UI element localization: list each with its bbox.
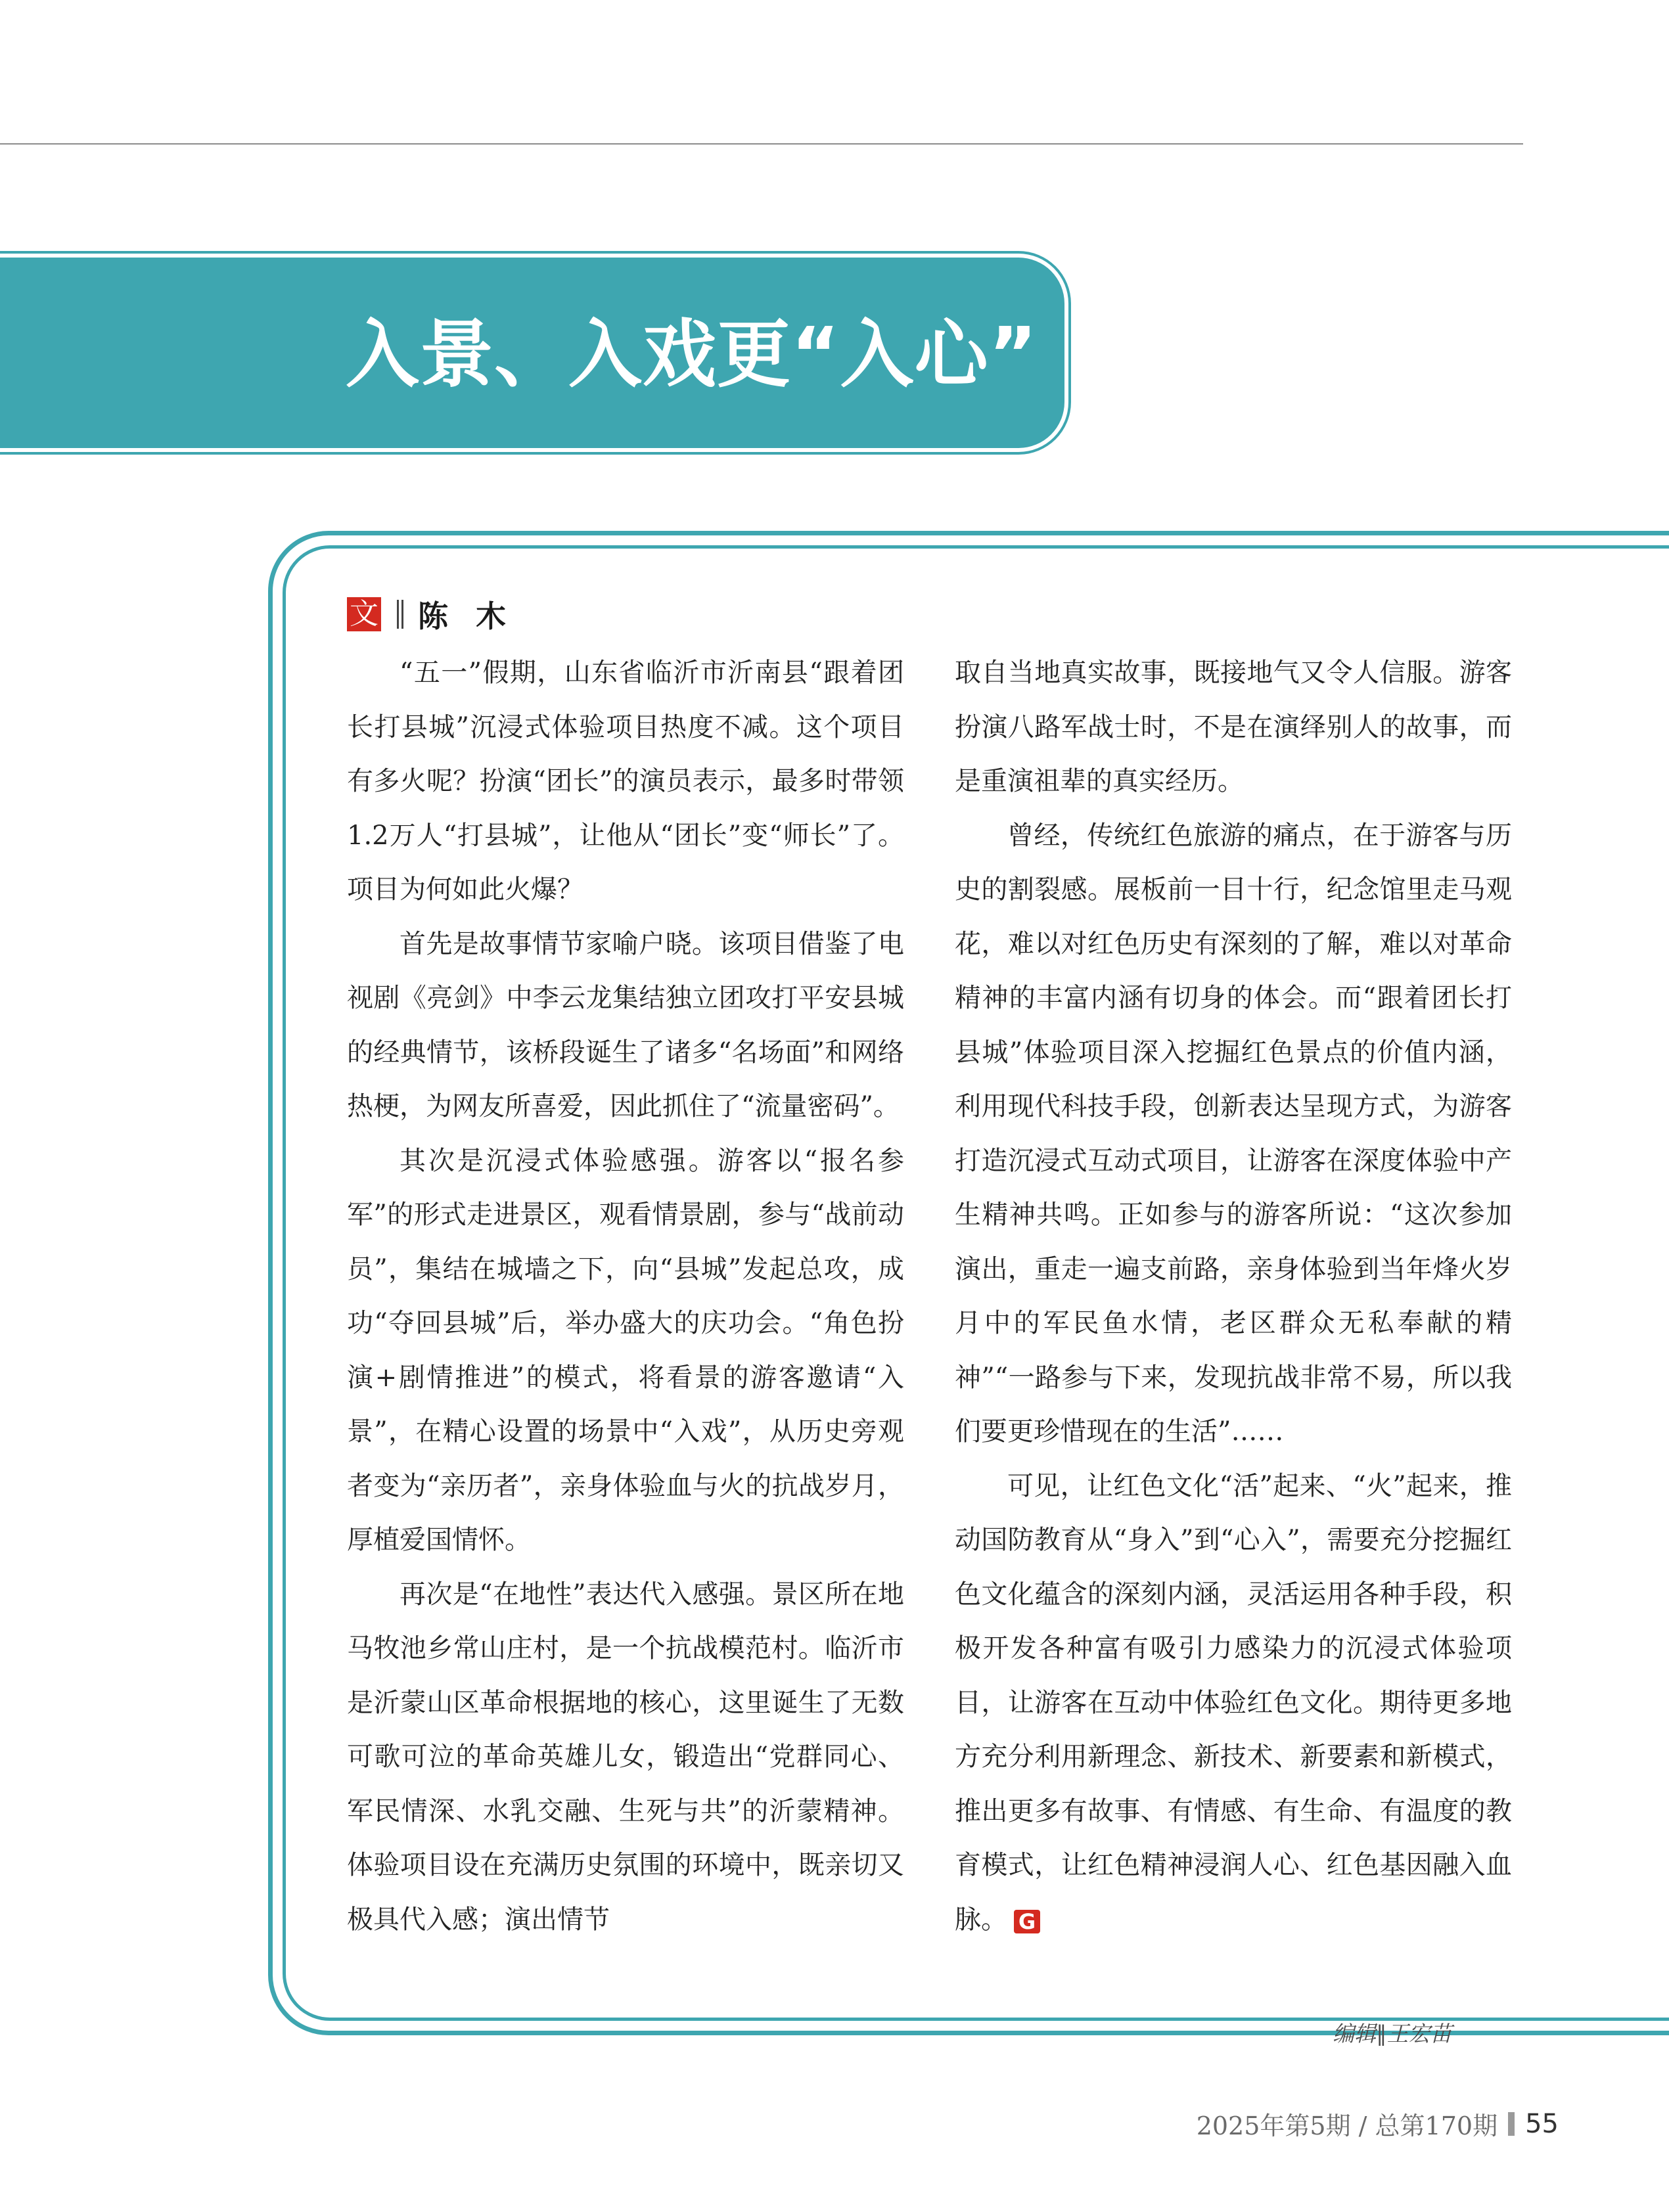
article-title: 入景、入戏更“入心” xyxy=(346,312,1038,397)
paragraph: 再次是“在地性”表达代入感强。景区所在地马牧池乡常山庄村，是一个抗战模范村。临沂市是沂蒙山区革命根据地的核心，这里诞生了无数可歌可泣的革命英雄儿女，锻造出“党群同心、军民情深、水乳交融、生死与共”的沂蒙精神。体验项目设在充满历史氛围的环境中，既亲切又极具代入感；演出情节 xyxy=(347,1579,904,1935)
end-mark-icon: G xyxy=(1014,1910,1040,1933)
paragraph: 曾经，传统红色旅游的痛点，在于游客与历史的割裂感。展板前一目十行，纪念馆里走马观花，难以对红色历史有深刻的了解，难以对革命精神的丰富内涵有切身的体会。而“跟着团长打县城”体验项目深入挖掘红色景点的价值内涵，利用现代科技手段，创新表达呈现方式，为游客打造沉浸式互动式项目，让游客在深度体验中产生精神共鸣。正如参与的游客所说：“这次参加演出，重走一遍支前路，亲身体验到当年烽火岁月中的军民鱼水情，老区群众无私奉献的精神”“一路参与下来，发现抗战非常不易，所以我们要更珍惜现在的生活”…… xyxy=(955,820,1512,1447)
byline-separator xyxy=(397,600,403,629)
page-footer xyxy=(1197,2106,1559,2142)
page-number: 55 xyxy=(1525,2108,1559,2139)
paragraph: “五一”假期，山东省临沂市沂南县“跟着团长打县城”沉浸式体验项目热度不减。这个项目有多火呢？扮演“团长”的演员表示，最多时带领1.2万人“打县城”，让他从“团长”变“师长”了。项目为何如此火爆？ xyxy=(347,658,904,905)
paragraph: 首先是故事情节家喻户晓。该项目借鉴了电视剧《亮剑》中李云龙集结独立团攻打平安县城的经典情节，该桥段诞生了诸多“名场面”和网络热梗，为网友所喜爱，因此抓住了“流量密码”。 xyxy=(347,928,904,1121)
byline xyxy=(347,595,534,634)
paragraph-final-text: 可见，让红色文化“活”起来、“火”起来，推动国防教育从“身入”到“心入”，需要充分挖掘红色文化蕴含的深刻内涵，灵活运用各种手段，积极开发各种富有吸引力感染力的沉浸式体验项目，让游客在互动中体验红色文化。期待更多地方充分利用新理念、新技术、新要素和新模式，推出更多有故事、有情感、有生命、有温度的教育模式，让红色精神浸润人心、红色基因融入血脉。 xyxy=(955,1470,1512,1935)
column-left xyxy=(347,646,904,1947)
paragraph: 其次是沉浸式体验感强。游客以“报名参军”的形式走进景区，观看情景剧，参与“战前动员”，集结在城墙之下，向“县城”发起总攻，成功“夺回县城”后，举办盛大的庆功会。“角色扮演+剧情推进”的模式，将看景的游客邀请“入景”，在精心设置的场景中“入戏”，从历史旁观者变为“亲历者”，亲身体验血与火的抗战岁月，厚植爱国情怀。 xyxy=(347,1145,904,1555)
editor-credit: 编辑∥王宏苗 xyxy=(1333,2021,1452,2046)
issue-info: 2025年第5期 / 总第170期 xyxy=(1196,2111,1498,2140)
byline-badge: 文 xyxy=(347,597,381,631)
paragraph-final xyxy=(955,1459,1512,1947)
byline-author: 陈木 xyxy=(418,598,534,634)
top-rule xyxy=(0,143,1523,145)
column-right xyxy=(955,646,1512,1947)
paragraph-continuation: 取自当地真实故事，既接地气又令人信服。游客扮演八路军战士时，不是在演绎别人的故事，而是重演祖辈的真实经历。 xyxy=(955,658,1512,796)
footer-separator xyxy=(1508,2112,1515,2136)
